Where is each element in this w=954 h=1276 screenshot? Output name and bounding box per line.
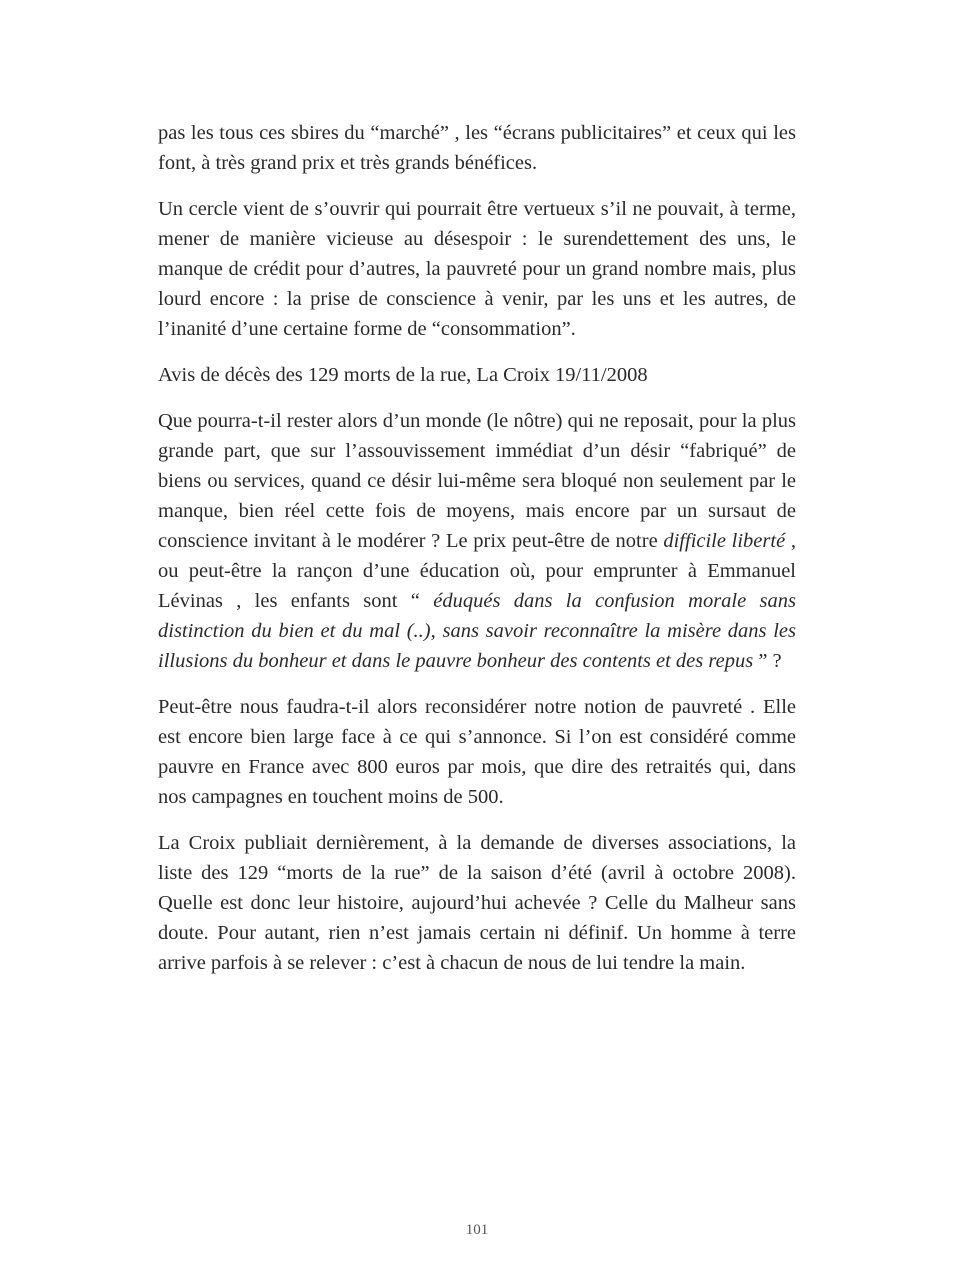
paragraph-4-italic-quote: éduqués dans la confusion morale sans distinction du bien et du mal (..), sans savoir reconnaître la misère dans les illusions du bonheur et dans le pauvre bonheur des contents et des repus bbox=[158, 590, 796, 672]
paragraph-2: Un cercle vient de s’ouvrir qui pourrait être vertueux s’il ne pouvait, à terme, mener de manière vicieuse au désespoir : le surendettement des uns, le manque de crédit pour d’autres, la pauvreté pour un grand nombre mais, plus lourd encore : la prise de conscience à venir, par les uns et les autres, de l’inanité d’une certaine forme de “consommation”. bbox=[158, 198, 796, 340]
page-number: 101 bbox=[465, 1222, 489, 1238]
paragraph-4-text-b: , ou peut-être la rançon d’une éducation où, pour emprunter à Emmanuel Lévinas , les enfants sont “ bbox=[158, 530, 796, 612]
paragraph-4-italic-title: difficile liberté bbox=[663, 530, 786, 552]
paragraph-4 bbox=[158, 406, 796, 676]
paragraph-5: Peut-être nous faudra-t-il alors reconsidérer notre notion de pauvreté . Elle est encore bien large face à ce qui s’annonce. Si l’on est considéré comme pauvre en France avec 800 euros par mois, que dire des retraités qui, dans nos campagnes en touchent moins de 500. bbox=[158, 696, 796, 808]
page-body bbox=[158, 118, 796, 994]
paragraph-4-text-a: Que pourra-t-il rester alors d’un monde (le nôtre) qui ne reposait, pour la plus grande part, que sur l’assouvissement immédiat d’un désir “fabriqué” de biens ou services, quand ce désir lui-même sera bloqué non seulement par le manque, bien réel cette fois de moyens, mais encore par un sursaut de conscience invitant à le modérer ? Le prix peut-être de notre bbox=[158, 410, 796, 552]
paragraph-4-text-c: ” ? bbox=[753, 650, 782, 672]
paragraph-6: La Croix publiait dernièrement, à la demande de diverses associations, la liste des 129 “morts de la rue” de la saison d’été (avril à octobre 2008). Quelle est donc leur histoire, aujourd’hui achevée ? Celle du Malheur sans doute. Pour autant, rien n’est jamais certain ni définif. Un homme à terre arrive parfois à se relever : c’est à chacun de nous de lui tendre la main. bbox=[158, 832, 796, 974]
paragraph-caption: Avis de décès des 129 morts de la rue, La Croix 19/11/2008 bbox=[158, 364, 648, 386]
paragraph-1: pas les tous ces sbires du “marché” , les “écrans publicitaires” et ceux qui les font, à très grand prix et très grands bénéfices. bbox=[158, 122, 796, 174]
